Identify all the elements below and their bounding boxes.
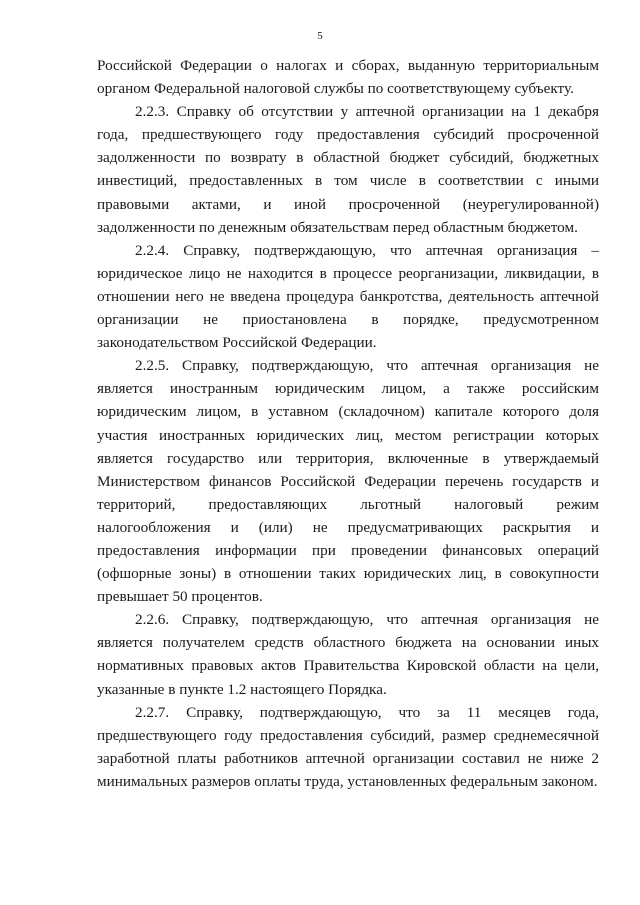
paragraph-2-2-7: 2.2.7. Справку, подтверждающую, что за 11 месяцев года, предшествующего году предоставления субсидий, размер среднемесячной заработной платы работников аптечной организации составил не ниже 2 минимальных размеров оплаты труда, установленных федеральным законом. (97, 703, 599, 790)
paragraph-2-2-5: 2.2.5. Справку, подтверждающую, что аптечная организация не является иностранным юридическим лицом, а также российским юридическим лицом, в уставном (складочном) капитале которого доля участия иностранных юридических лиц, местом регистрации которых является государство или территория, включенные в утверждаемый Министерством финансов Российской Федерации перечень государств и территорий, предоставляющих льготный налоговый режим налогообложения и (или) не предусматривающих раскрытия и предоставления информации при проведении финансовых операций (офшорные зоны) в отношении таких юридических лиц, в совокупности превышает 50 процентов. (97, 357, 599, 606)
page-number: 5 (317, 30, 323, 42)
paragraph-continuation: Российской Федерации о налогах и сборах, выданную территориальным органом Федеральной налоговой службы по соответствующему субъекту. (97, 57, 599, 98)
paragraph-2-2-4: 2.2.4. Справку, подтверждающую, что аптечная организация – юридическое лицо не находится в процессе реорганизации, ликвидации, в отношении него не введена процедура банкротства, деятельность аптечной организации не приостановлена в порядке, предусмотренном законодательством Российской Федерации. (97, 241, 599, 352)
document-body (97, 54, 599, 793)
paragraph-2-2-3: 2.2.3. Справку об отсутствии у аптечной организации на 1 декабря года, предшествующего году предоставления субсидий просроченной задолженности по возврату в областной бюджет субсидий, бюджетных инвестиций, предоставленных в том числе в соответствии с иными правовыми актами, и иной просроченной (неурегулированной) задолженности по денежным обязательствам перед областным бюджетом. (97, 103, 599, 236)
paragraph-2-2-6: 2.2.6. Справку, подтверждающую, что аптечная организация не является получателем средств областного бюджета на основании иных нормативных правовых актов Правительства Кировской области на цели, указанные в пункте 1.2 настоящего Порядка. (97, 611, 599, 698)
